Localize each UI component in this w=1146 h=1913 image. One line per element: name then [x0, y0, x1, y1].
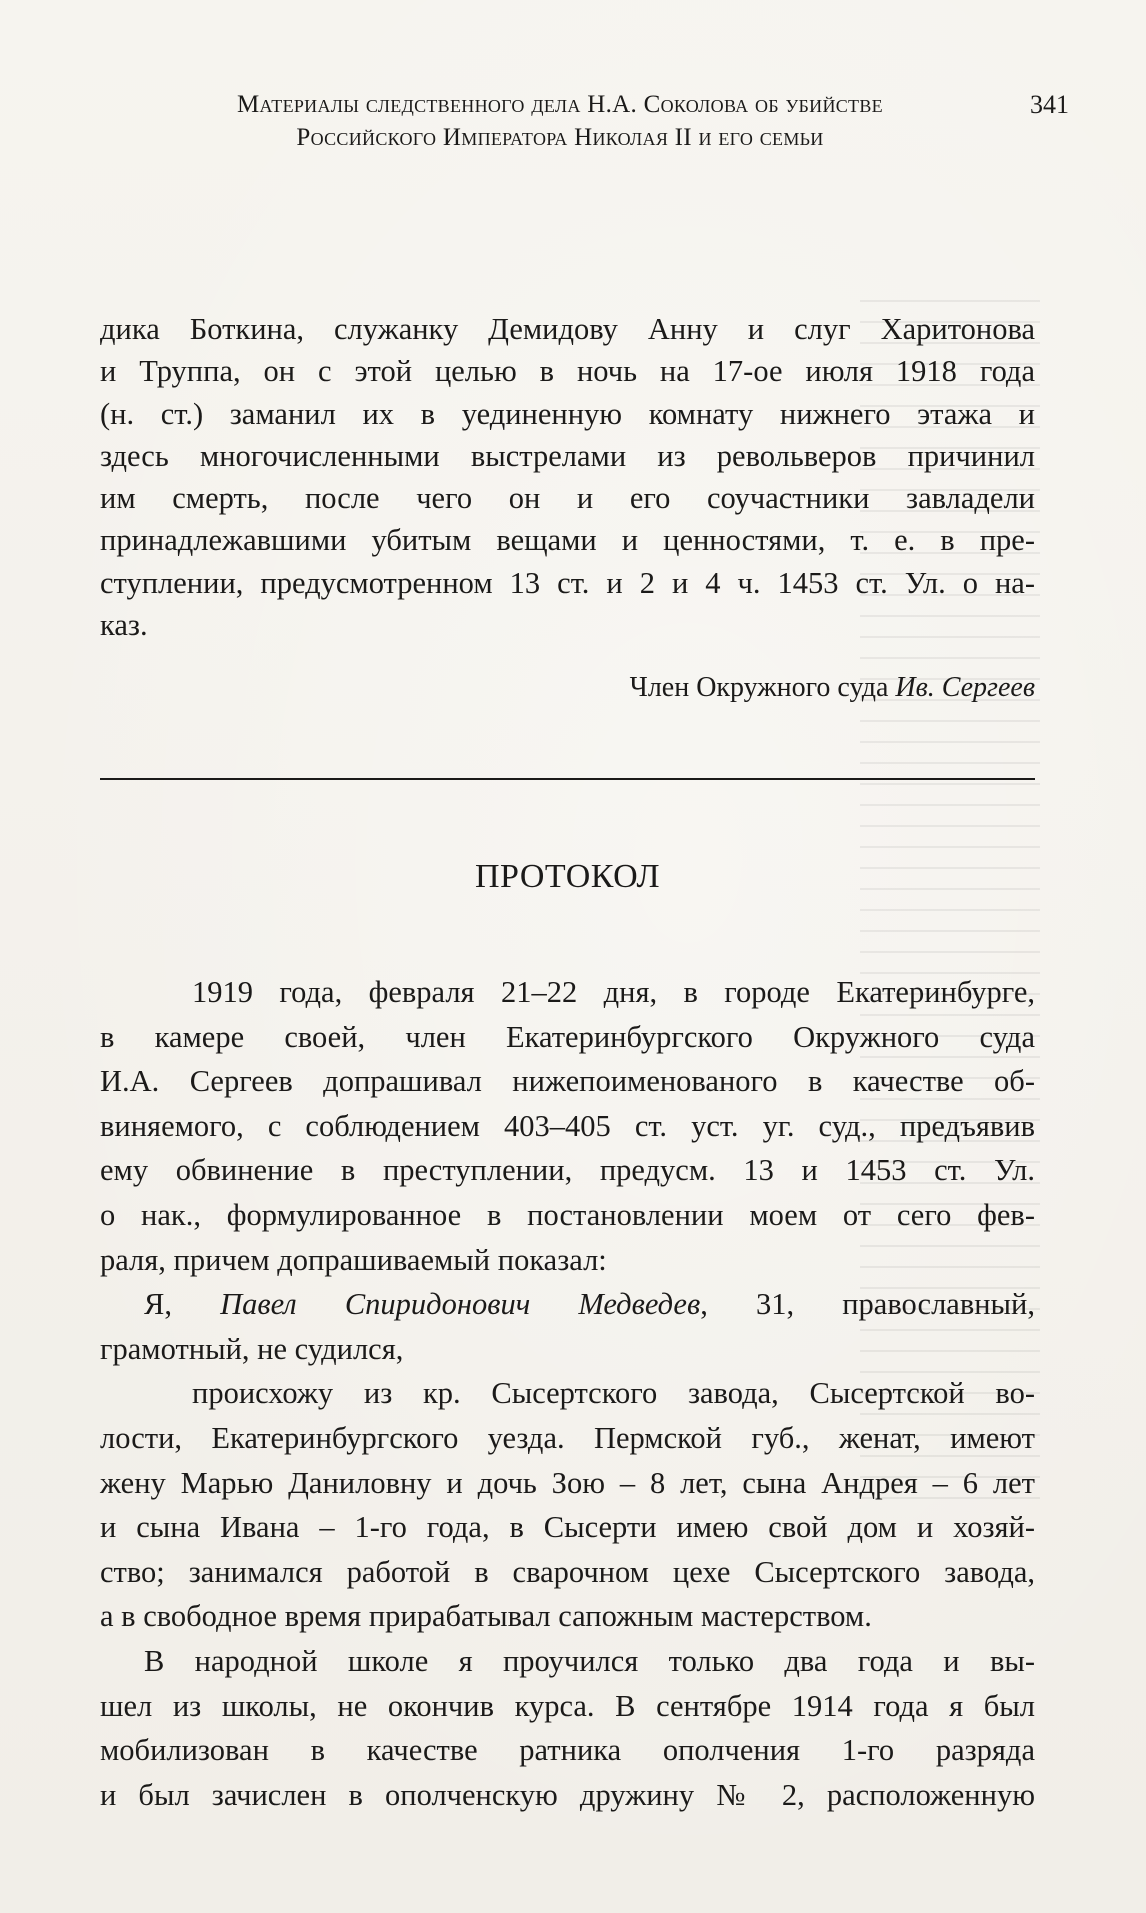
text-line: здесь многочисленными выстрелами из револьверов причинил: [100, 438, 1035, 473]
running-header: [150, 88, 970, 154]
witness-intro-line: [100, 1282, 1035, 1327]
text-line: и Труппа, он с этой целью в ночь на 17-ое июля 1918 года: [100, 354, 1035, 389]
text-line: а в свободное время прирабатывал сапожным мастерством.: [100, 1599, 872, 1634]
running-header-line-2: Российского Императора Николая II и его семьи: [296, 124, 824, 151]
text-line: виняемого, с соблюдением 403–405 ст. уст. уг. суд., предъявив: [100, 1108, 1035, 1143]
section-divider: [100, 778, 1035, 780]
signature-line: [100, 672, 1035, 704]
text-line: 1919 года, февраля 21–22 дня, в городе Екатеринбурге,: [192, 975, 1035, 1009]
witness-prefix: Я,: [144, 1287, 172, 1322]
text-line: (н. ст.) заманил их в уединенную комнату нижнего этажа и: [100, 396, 1035, 431]
text-line: жену Марью Даниловну и дочь Зою – 8 лет, сына Андрея – 6 лет: [100, 1465, 1035, 1500]
text-line: каз.: [100, 608, 148, 643]
text-line: ему обвинение в преступлении, предусм. 13 и 1453 ст. Ул.: [100, 1153, 1035, 1188]
text-line: им смерть, после чего он и его соучастники завладели: [100, 481, 1035, 516]
text-line: о нак., формулированное в постановлении моем от сего фев-: [100, 1197, 1035, 1232]
text-line: ство; занимался работой в сварочном цехе Сысертского завода,: [100, 1554, 1035, 1589]
witness-name: Павел Спиридонович Медведев: [220, 1287, 701, 1322]
text-line: В народной школе я проучился только два года и вы-: [144, 1643, 1035, 1678]
text-line: происхожу из кр. Сысертского завода, Сысертской во-: [192, 1376, 1035, 1411]
page-number: 341: [1030, 90, 1069, 119]
witness-suffix: , 31, православный,: [700, 1287, 1035, 1322]
text-line: лости, Екатеринбургского уезда. Пермской губ., женат, имеют: [100, 1420, 1035, 1455]
text-line: И.А. Сергеев допрашивал нижепоименованого в качестве об-: [100, 1064, 1035, 1099]
running-header-line-1: Материалы следственного дела Н.А. Соколова об убийстве: [237, 91, 883, 118]
closing-paragraph: [100, 308, 1035, 646]
text-line: и сына Ивана – 1-го года, в Сысерти имею свой дом и хозяй-: [100, 1510, 1035, 1545]
text-line: принадлежавшими убитым вещами и ценностями, т. е. в пре-: [100, 523, 1035, 558]
text-line: в камере своей, член Екатеринбургского Окружного суда: [100, 1019, 1035, 1054]
text-line: шел из школы, не окончив курса. В сентябре 1914 года я был: [100, 1688, 1035, 1723]
text-line: ступлении, предусмотренном 13 ст. и 2 и 4 ч. 1453 ст. Ул. о на-: [100, 565, 1035, 600]
text-line: грамотный, не судился,: [100, 1331, 404, 1366]
signature-role: Член Окружного суда: [629, 672, 889, 703]
text-line: и был зачислен в ополченскую дружину № 2, расположенную: [100, 1777, 1035, 1812]
text-line: мобилизован в качестве ратника ополчения 1-го разряда: [100, 1733, 1035, 1768]
protocol-body: [100, 970, 1035, 1817]
text-line: раля, причем допрашиваемый показал:: [100, 1242, 607, 1277]
signature-name: Ив. Сергеев: [895, 672, 1035, 703]
protocol-title: ПРОТОКОЛ: [474, 858, 661, 895]
text-line: дика Боткина, служанку Демидову Анну и слуг Харитонова: [100, 312, 1035, 346]
